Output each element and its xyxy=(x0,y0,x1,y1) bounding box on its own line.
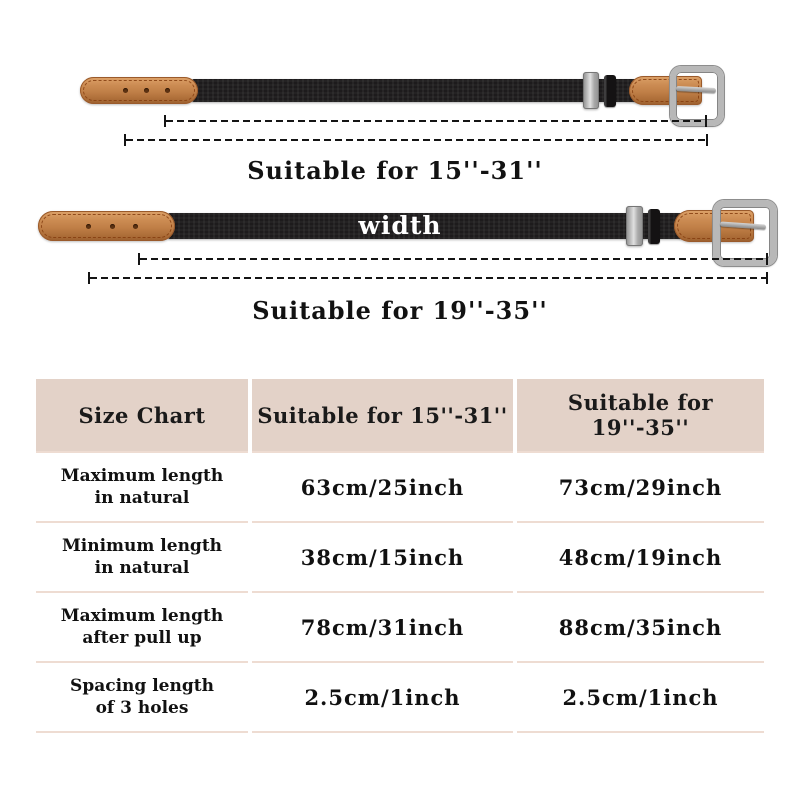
table-row-label xyxy=(36,451,248,521)
table-row-label xyxy=(36,521,248,591)
row-label-line: Minimum length xyxy=(61,535,223,556)
belt-top-dim-line-outer xyxy=(124,134,708,146)
table-header-label: Suitable for 15''-31'' xyxy=(257,402,508,428)
belt-bottom-leather-tip xyxy=(38,211,175,241)
cell-value: 78cm/31inch xyxy=(300,614,465,640)
cell-value: 88cm/35inch xyxy=(558,614,723,640)
belt-bottom-range-label: Suitable for 19''-35'' xyxy=(252,296,548,325)
table-cell xyxy=(517,451,764,521)
table-cell xyxy=(517,521,764,591)
belt-top-dim-line-inner xyxy=(164,115,707,127)
table-header-label: Suitable for 19''-35'' xyxy=(567,390,714,440)
cell-value: 48cm/19inch xyxy=(558,544,723,570)
belt-bottom-metal-keeper xyxy=(626,206,643,246)
row-label-line: after pull up xyxy=(82,628,202,648)
row-label-line: Maximum length xyxy=(60,605,224,626)
size-chart-table xyxy=(36,379,764,733)
row-label-line: of 3 holes xyxy=(95,698,189,718)
belt-hole xyxy=(110,224,115,229)
belt-top-range-label: Suitable for 15''-31'' xyxy=(247,156,543,185)
table-cell xyxy=(252,451,513,521)
table-cell xyxy=(517,661,764,733)
table-header-19-35 xyxy=(517,379,764,451)
table-header-size-chart xyxy=(36,379,248,451)
belt-width-label: width xyxy=(358,211,442,240)
table-cell xyxy=(517,591,764,661)
cell-value: 63cm/25inch xyxy=(300,474,465,500)
cell-value: 2.5cm/1inch xyxy=(304,684,461,710)
belt-bottom-dim-line-inner xyxy=(138,253,768,265)
belt-hole xyxy=(86,224,91,229)
table-header-label: Size Chart xyxy=(78,402,206,428)
table-header-15-31 xyxy=(252,379,513,451)
belt-top-strap xyxy=(192,79,640,102)
row-label-line: Spacing length xyxy=(70,675,214,696)
table-cell xyxy=(252,521,513,591)
cell-value: 38cm/15inch xyxy=(300,544,465,570)
belt-top-fabric-loop xyxy=(604,75,616,107)
cell-value: 73cm/29inch xyxy=(558,474,723,500)
belt-hole xyxy=(133,224,138,229)
table-cell xyxy=(252,591,513,661)
belt-top-metal-keeper xyxy=(583,72,599,109)
cell-value: 2.5cm/1inch xyxy=(562,684,719,710)
belt-top-leather-tip xyxy=(80,77,198,104)
row-label-line: Maximum length xyxy=(60,465,224,486)
row-label-line: in natural xyxy=(94,558,190,578)
table-cell xyxy=(252,661,513,733)
belt-bottom-fabric-loop xyxy=(648,209,660,244)
row-label-line: in natural xyxy=(94,488,190,508)
table-row-label xyxy=(36,591,248,661)
belt-hole xyxy=(123,88,128,93)
belt-hole xyxy=(165,88,170,93)
table-row-label xyxy=(36,661,248,733)
belt-hole xyxy=(144,88,149,93)
belt-bottom-dim-line-outer xyxy=(88,272,768,284)
